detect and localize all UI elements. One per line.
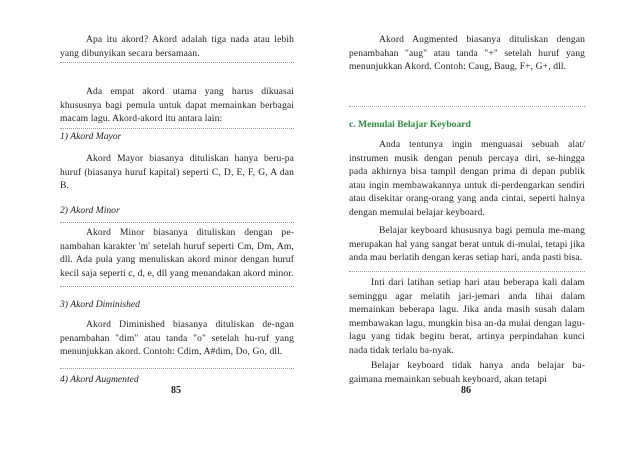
divider [349,106,585,107]
section-heading-minor: 2) Akord Minor [60,205,120,216]
divider [349,271,585,272]
right-paragraph-learning: Belajar keyboard tidak hanya anda belajar ba-gaimana memainkan sebuah keyboard, akan tetapi [349,360,585,385]
right-paragraph-augmented: Akord Augmented biasanya dituliskan dengan penambahan "aug" atau tanda "+" setelah huruf yang menunjukkan Akord. Contoh: Caug, Baug, F+, G+, dll. [349,34,585,73]
left-paragraph-diminished: Akord Diminished biasanya dituliskan de-ngan penambahan "dim" atau tanda "o" setelah hu-ruf yang menunjukkan akord. Contoh: Cdim, A#dim, Do, Go, dll. [60,319,294,358]
left-paragraph-minor: Akord Minor biasanya dituliskan dengan pe-nambahan karakter 'm' setelah huruf seperti Cm, Dm, Am, dll. Ada pula yang menuliskan akord minor dengan huruf kecil saja seperti c, d, e, dll yang menandakan akord minor. [60,227,294,279]
section-heading-mayor: 1) Akord Mayor [60,131,122,142]
right-paragraph-beginners: Belajar keyboard khususnya bagi pemula me-mang merupakan hal yang sangat berat untuk di-mulai, tetapi jika anda mau berlatih dengan keras setiap hari, anda pasti bisa. [349,225,585,264]
left-paragraph-mayor: Akord Mayor biasanya dituliskan hanya beru-pa huruf (biasanya huruf kapital) seperti C, D, E, F, G, A dan B. [60,153,294,192]
section-heading-diminished: 3) Akord Diminished [60,299,140,310]
page-number-right: 86 [461,385,471,396]
section-heading-keyboard: c. Memulai Belajar Keyboard [349,119,471,130]
divider [60,286,294,287]
divider [60,222,294,223]
left-paragraph-four-chords: Ada empat akord utama yang harus dikuasai khususnya bagi pemula untuk dapat memainkan berbagai macam lagu. Akord-akord itu antara lain: [60,86,294,125]
right-paragraph-intro: Anda tentunya ingin menguasai sebuah alat/ instrumen musik dengan penuh percaya diri, se-hingga pada akhirnya bisa tampil dengan prima di depan publik atau ingin membawakannya untuk di-perdengarkan sendiri atau disekitar orang-orang yang anda cintai, seperti halnya dengan memulai belajar keyboard. [349,139,585,218]
right-paragraph-daily-practice: Inti dari latihan setiap hari atau beberapa kali dalam seminggu agar melatih jari-jemari anda lihai dalam memainkan beberapa lagu. Jika anda masih susah dalam membawakan lagu, mungkin bisa an-da mulai dengan lagu-lagu yang tidak begitu berat, artinya perpindahan kunci nada tidak terlalu ba-nyak. [349,277,585,356]
divider [60,368,294,369]
left-paragraph-what-is-chord: Apa itu akord? Akord adalah tiga nada atau lebih yang dibunyikan secara bersamaan. [60,34,294,59]
section-heading-augmented: 4) Akord Augmented [60,374,139,385]
divider [60,128,294,129]
page-number-left: 85 [171,385,181,396]
divider [60,62,294,63]
